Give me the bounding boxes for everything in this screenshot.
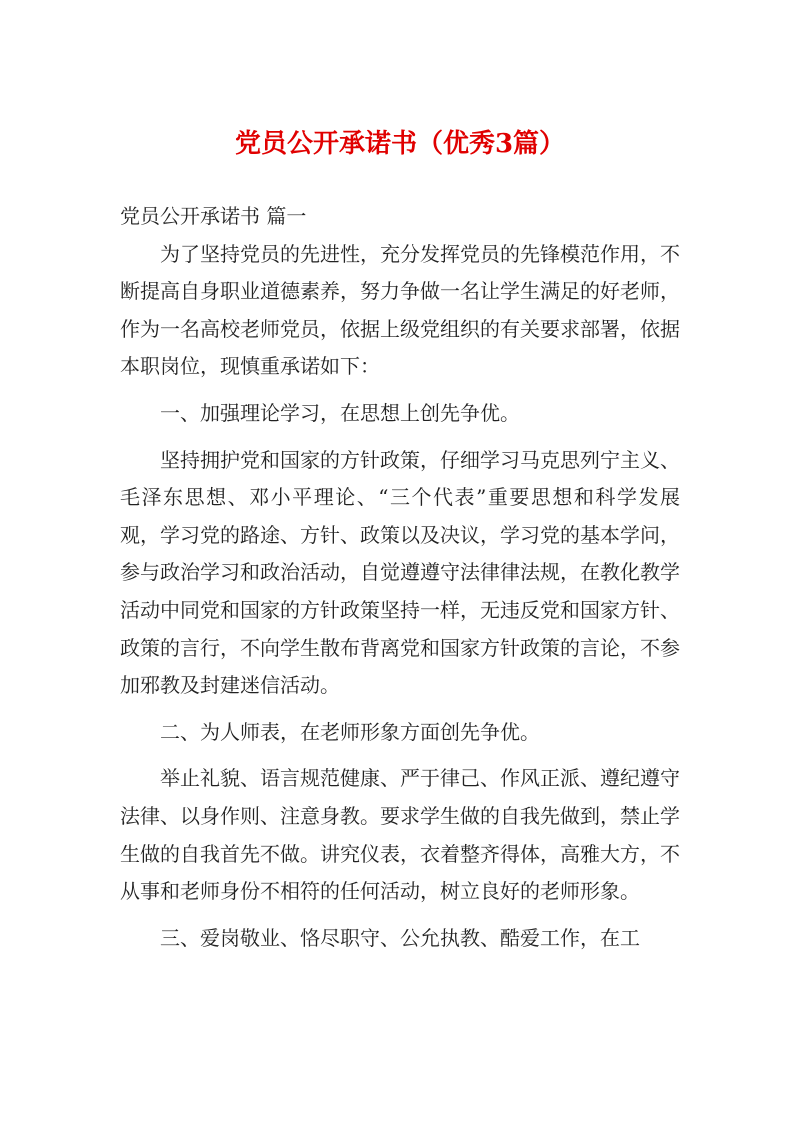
paragraph-point-2-heading: 二、为人师表，在老师形象方面创先争优。 (160, 719, 540, 744)
paragraph-point-1-body: 坚持拥护党和国家的方针政策，仔细学习马克思列宁主义、毛泽东思想、邓小平理论、“三个代表”重要思想和科学发展观，学习党的路途、方针、政策以及决议，学习党的基本学问，参与政治学习和政治活动，自觉遵遵守法律律法规，在教化教学活动中同党和国家的方针政策坚持一样，无违反党和国家方针、政策的言行，不向学生散布背离党和国家方针政策的言论，不参加邪教及封建迷信活动。 (120, 447, 680, 698)
document-title: 党员公开承诺书（优秀3篇） (234, 129, 566, 159)
paragraph-point-3-heading: 三、爱岗敬业、恪尽职守、公允执教、酷爱工作，在工 (160, 925, 640, 950)
document-body (120, 198, 680, 957)
paragraph-point-1-heading: 一、加强理论学习，在思想上创先争优。 (160, 400, 520, 425)
paragraph-point-2-body: 举止礼貌、语言规范健康、严于律己、作风正派、遵纪遵守法律、以身作则、注意身教。要求学生做的自我先做到，禁止学生做的自我首先不做。讲究仪表，衣着整齐得体，高雅大方，不从事和老师身份不相符的任何活动，树立良好的老师形象。 (120, 766, 680, 904)
paragraph-intro: 为了坚持党员的先进性，充分发挥党员的先锋模范作用，不断提高自身职业道德素养，努力争做一名让学生满足的好老师，作为一名高校老师党员，依据上级党组织的有关要求部署，依据本职岗位，现慎重承诺如下： (120, 241, 680, 379)
section-heading: 党员公开承诺书 篇一 (120, 204, 307, 228)
